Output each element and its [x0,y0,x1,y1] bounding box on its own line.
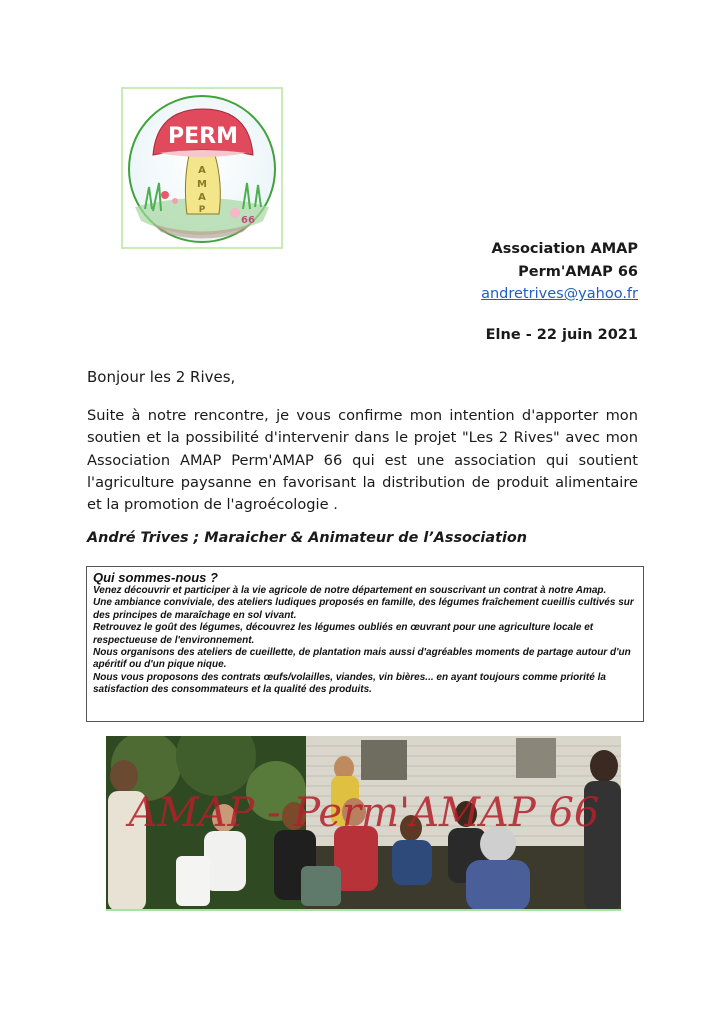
svg-text:A: A [198,165,206,176]
letter-date: Elne - 22 juin 2021 [485,326,638,343]
svg-text:66: 66 [241,215,255,226]
about-us-line: Retrouvez le goût des légumes, découvrez les légumes oubliés en œuvrant pour une agriculture locale et respectueuse de l'environnement. [93,622,594,646]
about-us-line: Une ambiance conviviale, des ateliers ludiques proposés en famille, des légumes fraîchement cueillis cultivés sur des principes de maraîchage en sol vivant. [93,597,634,621]
about-us-title: Qui sommes-nous ? [93,570,218,585]
about-us-line: Nous organisons des ateliers de cueillette, de plantation mais aussi d'agréables moments de partage autour d'un apéritif ou d'un pique nique. [93,647,631,671]
sender-org: Association AMAP [491,241,638,257]
photo-overlay-text: AMAP - Perm'AMAP 66 [128,790,600,836]
signature: André Trives ; Maraicher & Animateur de l’Association [87,530,528,546]
about-us-line: Nous vous proposons des contrats œufs/volailles, viandes, vin bières... en ayant toujours comme priorité la satisfaction des consommateurs et la qualité des produits. [93,671,606,696]
greeting: Bonjour les 2 Rives, [87,368,236,386]
svg-text:PERM: PERM [168,124,238,149]
svg-text:M: M [197,179,207,190]
svg-text:A: A [198,192,206,203]
about-us-line: Venez découvrir et participer à la vie agricole de notre département en souscrivant un contrat à notre Amap. [93,585,607,596]
svg-text:P: P [198,205,206,215]
sender-email-link[interactable]: andretrives@yahoo.fr [481,286,638,302]
logo-frame [121,87,283,249]
mushroom-logo-icon [123,89,281,247]
photo-divider [106,909,621,911]
letter-paragraph: Suite à notre rencontre, je vous confirme mon intention d'apporter mon soutien et la possibilité d'intervenir dans le projet "Les 2 Rives" avec mon Association AMAP Perm'AMAP 66 qui est une association qui soutient l'agriculture paysanne en favorisant la distribution de produit alimentaire et la promotion de l'agroécologie . [87,407,638,514]
sender-block [481,238,638,346]
about-us-box [86,566,644,722]
sender-name: Perm'AMAP 66 [518,263,638,280]
group-photo [106,736,621,911]
